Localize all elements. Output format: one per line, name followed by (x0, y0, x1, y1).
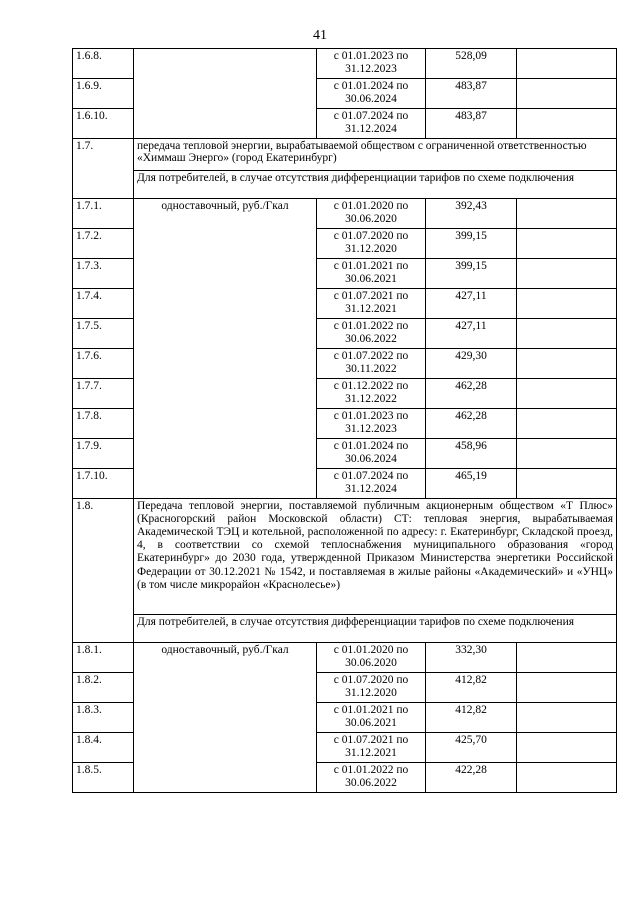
empty-cell (517, 469, 617, 499)
period-cell: с 01.01.2021 по 30.06.2021 (317, 259, 426, 289)
period-cell: с 01.01.2023 по 31.12.2023 (317, 49, 426, 79)
empty-cell (517, 409, 617, 439)
tariff-value: 427,11 (426, 319, 517, 349)
tariff-value: 458,96 (426, 439, 517, 469)
section-number: 1.8. (73, 499, 134, 643)
period-cell: с 01.01.2020 по 30.06.2020 (317, 643, 426, 673)
consumer-note: Для потребителей, в случае отсутствия дифференциации тарифов по схеме подключения (134, 615, 617, 643)
row-number: 1.7.3. (73, 259, 134, 289)
period-cell: с 01.01.2022 по 30.06.2022 (317, 763, 426, 793)
empty-cell (517, 289, 617, 319)
row-number: 1.8.1. (73, 643, 134, 673)
period-cell: с 01.07.2024 по 31.12.2024 (317, 469, 426, 499)
empty-cell (517, 319, 617, 349)
empty-cell (517, 349, 617, 379)
period-cell: с 01.01.2024 по 30.06.2024 (317, 79, 426, 109)
period-cell: с 01.07.2021 по 31.12.2021 (317, 733, 426, 763)
rate-type-cell: одноставочный, руб./Гкал (134, 643, 317, 793)
tariff-value: 392,43 (426, 199, 517, 229)
tariff-value: 399,15 (426, 229, 517, 259)
row-number: 1.7.5. (73, 319, 134, 349)
empty-cell (517, 439, 617, 469)
empty-cell (517, 703, 617, 733)
row-number: 1.7.6. (73, 349, 134, 379)
row-number: 1.7.9. (73, 439, 134, 469)
row-number: 1.7.1. (73, 199, 134, 229)
period-cell: с 01.01.2022 по 30.06.2022 (317, 319, 426, 349)
tariff-value: 465,19 (426, 469, 517, 499)
row-number: 1.8.2. (73, 673, 134, 703)
empty-cell (517, 259, 617, 289)
empty-cell (517, 643, 617, 673)
table-row (73, 49, 617, 79)
tariff-value: 425,70 (426, 733, 517, 763)
tariff-value: 483,87 (426, 79, 517, 109)
row-number: 1.7.7. (73, 379, 134, 409)
rate-type-cell (134, 49, 317, 139)
tariff-value: 462,28 (426, 379, 517, 409)
tariff-value: 462,28 (426, 409, 517, 439)
row-number: 1.8.3. (73, 703, 134, 733)
row-number: 1.6.9. (73, 79, 134, 109)
period-cell: с 01.07.2020 по 31.12.2020 (317, 673, 426, 703)
consumer-note: Для потребителей, в случае отсутствия дифференциации тарифов по схеме подключения (134, 171, 617, 199)
row-number: 1.6.10. (73, 109, 134, 139)
tariff-value: 483,87 (426, 109, 517, 139)
table-row (73, 199, 617, 229)
empty-cell (517, 49, 617, 79)
row-number: 1.8.5. (73, 763, 134, 793)
empty-cell (517, 109, 617, 139)
row-number: 1.7.8. (73, 409, 134, 439)
section-header-row (73, 499, 617, 615)
table-row (73, 643, 617, 673)
section-description: передача тепловой энергии, вырабатываемой обществом с ограниченной ответственностью «Химмаш Энерго» (город Екатеринбург) (134, 139, 617, 171)
row-number: 1.7.10. (73, 469, 134, 499)
tariff-value: 422,28 (426, 763, 517, 793)
period-cell: с 01.07.2020 по 31.12.2020 (317, 229, 426, 259)
tariff-value: 528,09 (426, 49, 517, 79)
period-cell: с 01.07.2022 по 30.11.2022 (317, 349, 426, 379)
rate-type-cell: одноставочный, руб./Гкал (134, 199, 317, 499)
period-cell: с 01.07.2024 по 31.12.2024 (317, 109, 426, 139)
tariff-value: 429,30 (426, 349, 517, 379)
page-number: 41 (313, 28, 327, 43)
empty-cell (517, 79, 617, 109)
tariff-value: 427,11 (426, 289, 517, 319)
empty-cell (517, 199, 617, 229)
section-number: 1.7. (73, 139, 134, 199)
row-number: 1.6.8. (73, 49, 134, 79)
tariff-table (72, 48, 617, 793)
tariff-value: 412,82 (426, 703, 517, 733)
consumer-note-row (73, 171, 617, 199)
tariff-value: 332,30 (426, 643, 517, 673)
period-cell: с 01.01.2021 по 30.06.2021 (317, 703, 426, 733)
period-cell: с 01.12.2022 по 31.12.2022 (317, 379, 426, 409)
empty-cell (517, 673, 617, 703)
section-description: Передача тепловой энергии, поставляемой публичным акционерным обществом «Т Плюс» (Красногорский район Московской области) СТ: тепловая энергия, вырабатываемая Академической ТЭЦ и котельной, расположенной по адресу: г. Екатеринбург, Складской проезд, 4, в соответствии со схемой теплоснабжения муниципального образования «город Екатеринбург» до 2030 года, утвержденной Приказом Министерства энергетики Российской Федерации от 30.12.2021 № 1542, и поставляемая в жилые районы «Академический» и «УНЦ» (в том числе микрорайон «Краснолесье») (134, 499, 617, 615)
period-cell: с 01.01.2020 по 30.06.2020 (317, 199, 426, 229)
empty-cell (517, 379, 617, 409)
tariff-value: 399,15 (426, 259, 517, 289)
section-header-row (73, 139, 617, 171)
empty-cell (517, 229, 617, 259)
consumer-note-row (73, 615, 617, 643)
row-number: 1.7.2. (73, 229, 134, 259)
empty-cell (517, 763, 617, 793)
empty-cell (517, 733, 617, 763)
period-cell: с 01.07.2021 по 31.12.2021 (317, 289, 426, 319)
period-cell: с 01.01.2023 по 31.12.2023 (317, 409, 426, 439)
tariff-value: 412,82 (426, 673, 517, 703)
row-number: 1.8.4. (73, 733, 134, 763)
period-cell: с 01.01.2024 по 30.06.2024 (317, 439, 426, 469)
row-number: 1.7.4. (73, 289, 134, 319)
